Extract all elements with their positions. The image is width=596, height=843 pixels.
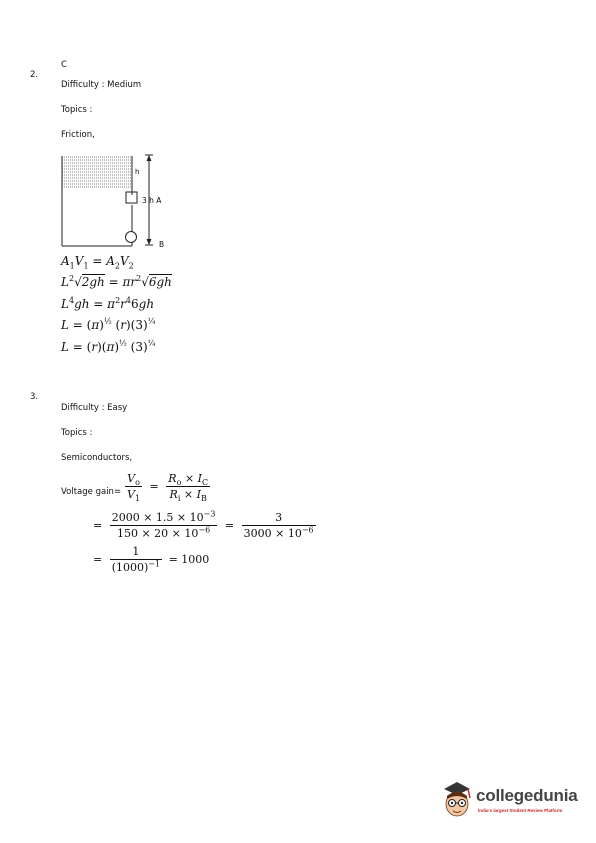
collegedunia-logo — [440, 780, 580, 825]
logo-tagline: India's largest Student Review Platform — [478, 808, 563, 813]
water-surface — [62, 156, 132, 188]
label-h: h — [135, 168, 140, 176]
label-b: B — [159, 240, 165, 249]
logo-name: collegedunia — [476, 786, 578, 805]
difficulty: Difficulty : Easy — [61, 403, 128, 413]
topics-label: Topics : — [61, 428, 93, 438]
mascot-icon — [440, 780, 474, 820]
equation-squared: $L^4gh = \pi^2r^46gh$ — [61, 296, 155, 311]
equation-continuity: $A_1V_1 = A_2V_2$ — [61, 254, 134, 271]
voltage-gain-label: Voltage gain= — [61, 487, 122, 497]
gain-step-2: = $\frac{1}{(1000)^{-1}}$ = 1000 — [93, 545, 210, 574]
topic: Friction, — [61, 130, 95, 140]
equation-solution-2: $L = (r)(\pi)^{\frac{1}{2}}$ $(3)^{\frac{1}{4}}$ — [61, 339, 156, 354]
gain-ratio: $\frac{V_o}{V_1}$ = $\frac{R_o \times I_C}{R_i \times I_B}$ — [127, 472, 209, 504]
answer: C — [61, 60, 67, 70]
topic: Semiconductors, — [61, 453, 133, 463]
gain-step-1: = $\frac{2000 \times 1.5 \times 10^{-3}}{150 \times 20 \times 10^{-6}}$ = $\frac{3}{3000 \times 10^{-6}}$ — [93, 509, 314, 540]
circular-hole-b — [126, 232, 137, 243]
label-3h-a: 3 h A — [142, 196, 162, 205]
question-number: 3. — [30, 392, 39, 402]
question-number: 2. — [30, 70, 39, 80]
equation-flow: $L^2√2gh = \pi r^2√6gh$ — [61, 274, 172, 289]
equation-solution-1: $L = (\pi)^{\frac{1}{2}}$ $(r)(3)^{\frac{1}{4}}$ — [61, 317, 156, 332]
difficulty: Difficulty : Medium — [61, 80, 142, 90]
topics-label: Topics : — [61, 105, 93, 115]
